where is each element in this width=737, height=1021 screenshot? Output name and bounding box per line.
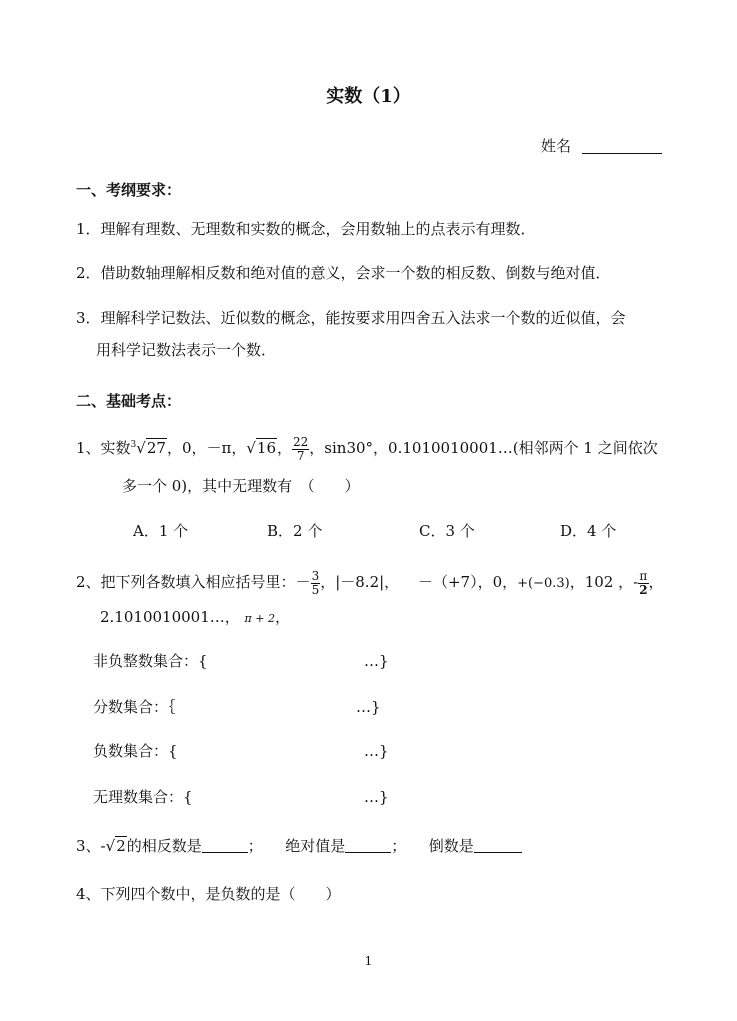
page-title: 实数（1）	[326, 86, 411, 107]
q1-option-b[interactable]: B．2 个	[267, 522, 323, 540]
section1-heading: 一、考纲要求：	[76, 181, 182, 199]
question-2-line-1	[76, 570, 664, 596]
q2-abs: ，|－8.2|，	[320, 573, 400, 592]
page-number: 1	[364, 954, 373, 968]
q3-reciprocal-label: ； 倒数是	[391, 837, 474, 855]
set-irrational-end: …}	[364, 788, 389, 806]
set-fraction-end: …}	[356, 698, 381, 716]
q1-option-d[interactable]: D．4 个	[560, 522, 617, 540]
set-fraction-label: 分数集合：｛	[93, 698, 176, 716]
q2-line2-b: π + 2	[244, 612, 275, 625]
q3-reciprocal-blank[interactable]	[474, 838, 522, 853]
q1-prefix: 1、实数	[76, 439, 131, 458]
cube-root-27: $^3$√27	[130, 439, 166, 458]
q2-prefix: 2、把下列各数填入相应括号里：	[76, 573, 296, 592]
set-nonneg-int-label: 非负整数集合：{	[93, 652, 208, 670]
q2-102: ，102 ，-	[569, 573, 639, 592]
name-field[interactable]	[582, 153, 662, 154]
q3-opposite-label: 的相反数是	[126, 837, 202, 855]
q1-sep-2: ，	[277, 439, 293, 458]
sqrt-2: √2	[105, 837, 126, 855]
set-negative-label: 负数集合：{	[93, 742, 178, 760]
q2-line2-a: 2.1010010001…，	[100, 608, 240, 626]
q2-plus7: －（+7），0，	[417, 573, 518, 592]
section1-item-3: 3．理解科学记数法、近似数的概念，能按要求用四舍五入法求一个数的近似值，会	[76, 309, 626, 327]
q3-abs-blank[interactable]	[345, 838, 391, 853]
q2-line2-c: ，	[274, 608, 290, 626]
question-2-line-2	[100, 610, 290, 625]
set-nonneg-int-end: …}	[364, 652, 389, 670]
sqrt-16: √16	[246, 439, 276, 458]
question-3	[76, 838, 522, 854]
q3-opposite-blank[interactable]	[202, 838, 248, 853]
q3-prefix: 3、-	[76, 837, 106, 855]
q1-option-c[interactable]: C．3 个	[419, 522, 475, 540]
set-negative-end: …}	[364, 742, 389, 760]
section1-item-2: 2．借助数轴理解相反数和绝对值的意义，会求一个数的相反数、倒数与绝对值．	[76, 264, 611, 282]
q1-sep-1: ，0，－π，	[166, 439, 247, 458]
q3-abs-label: ； 绝对值是	[247, 837, 346, 855]
section2-heading: 二、基础考点：	[76, 392, 182, 410]
set-irrational-label: 无理数集合：{	[93, 788, 193, 806]
fraction-3-5: $\frac{3}{5}$	[311, 569, 320, 597]
fraction-22-7: $\frac{22}{7}$	[293, 435, 309, 463]
q2-neg-sign: －	[295, 573, 311, 592]
question-1-line-2: 多一个 0)，其中无理数有 （ ）	[122, 477, 360, 495]
q1-sin-text: ，sin30°，0.1010010001…(相邻两个 1 之间依次	[309, 439, 658, 458]
q2-paren: +(−0.3)	[517, 576, 570, 592]
q1-option-a[interactable]: A．1 个	[133, 522, 189, 540]
question-1-line-1	[76, 436, 658, 462]
q2-tail: ，	[648, 573, 664, 592]
question-4: 4、下列四个数中，是负数的是（ ）	[76, 885, 341, 903]
fraction-pi-2: $\frac{\pi}{2}$	[639, 569, 648, 597]
section1-item-1: 1．理解有理数、无理数和实数的概念，会用数轴上的点表示有理数．	[76, 220, 536, 238]
name-label: 姓名	[541, 137, 572, 155]
section1-item-3-cont: 用科学记数法表示一个数．	[96, 341, 277, 359]
